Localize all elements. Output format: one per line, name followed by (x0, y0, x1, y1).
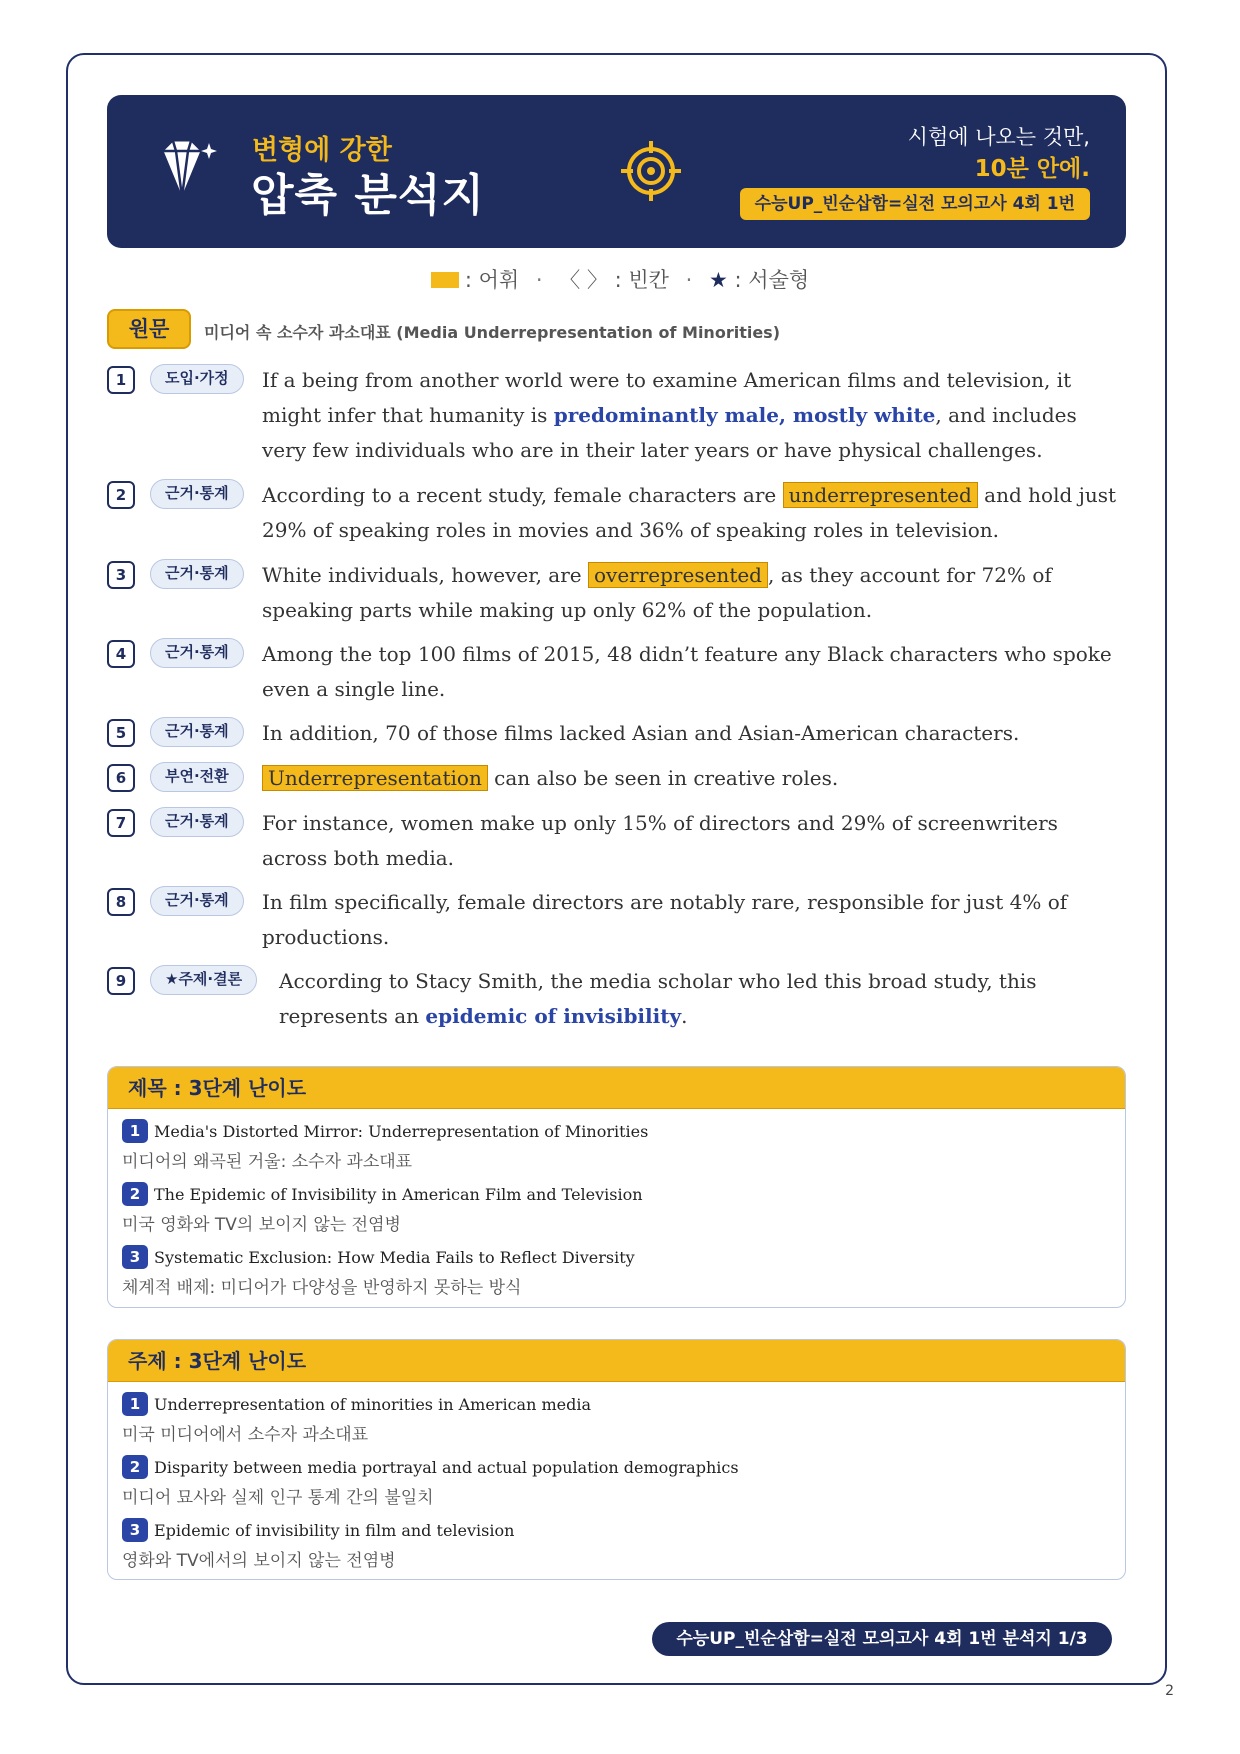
sentence-tag: ★주제·결론 (150, 965, 257, 995)
theme-box-heading: 주제 : 3단계 난이도 (108, 1340, 1125, 1382)
theme-item (122, 1518, 1111, 1571)
sentence-number: 1 (107, 366, 135, 394)
sentence-number: 3 (107, 561, 135, 589)
vocab-highlight: overrepresented (588, 562, 768, 588)
sentence-tag: 도입·가정 (150, 364, 244, 394)
vocab-highlight: Underrepresentation (262, 765, 488, 791)
header-subtitle: 변형에 강한 (252, 135, 392, 166)
source-badge: 원문 (107, 309, 191, 349)
header-tagline: 시험에 나오는 것만, (907, 125, 1090, 149)
page-number: 2 (1165, 1683, 1174, 1699)
item-english: Systematic Exclusion: How Media Fails to Reflect Diversity (154, 1248, 635, 1267)
item-english: Epidemic of invisibility in film and television (154, 1521, 515, 1540)
sentence-tag: 근거·통계 (150, 886, 244, 916)
legend-essay: : 서술형 (734, 268, 810, 292)
item-number: 1 (122, 1119, 148, 1143)
legend: : 어휘 · 〈 〉 : 빈칸 · ★ : 서술형 (0, 264, 1240, 294)
sentence-tag: 근거·통계 (150, 807, 244, 837)
sentence-text (262, 558, 1127, 628)
sentence-tag: 근거·통계 (150, 479, 244, 509)
item-english: The Epidemic of Invisibility in American Film and Television (154, 1185, 643, 1204)
sentence-text (279, 964, 1127, 1034)
title-box (107, 1066, 1126, 1308)
item-number: 1 (122, 1392, 148, 1416)
text-part: can also be seen in creative roles. (487, 766, 839, 790)
sentence-tag: 근거·통계 (150, 559, 244, 589)
item-korean: 미디어의 왜곡된 거울: 소수자 과소대표 (122, 1152, 413, 1172)
sentence-text (262, 363, 1127, 468)
blank-symbol: 〈 〉 (559, 268, 608, 292)
sentence-text: In addition, 70 of those films lacked Asian and Asian-American characters. (262, 721, 1020, 745)
diamond-icon (157, 137, 219, 201)
text-part: According to Stacy Smith, the media scholar who led this broad study, this represents an (279, 969, 1037, 1028)
legend-vocab: : 어휘 (464, 268, 520, 292)
sentence-tag: 부연·전환 (150, 762, 244, 792)
text-part: , as they account for 72% of speaking parts while making up only 62% of the population. (262, 563, 1052, 622)
sentence-text: In film specifically, female directors are notably rare, responsible for just 4% of productions. (262, 890, 1068, 949)
text-part: , and includes very few individuals who are in their later years or have physical challenges. (262, 403, 1077, 462)
item-number: 2 (122, 1455, 148, 1479)
item-english: Underrepresentation of minorities in American media (154, 1395, 591, 1414)
sentence-text (262, 761, 1127, 796)
item-english: Media's Distorted Mirror: Underrepresentation of Minorities (154, 1122, 649, 1141)
sentence-tag: 근거·통계 (150, 717, 244, 747)
sentence-number: 2 (107, 481, 135, 509)
title-item (122, 1182, 1111, 1235)
item-number: 3 (122, 1518, 148, 1542)
sentence-number: 5 (107, 719, 135, 747)
text-part: . (681, 1004, 688, 1028)
sentence-tag: 근거·통계 (150, 638, 244, 668)
item-korean: 영화와 TV에서의 보이지 않는 전염병 (122, 1551, 396, 1571)
item-korean: 미국 미디어에서 소수자 과소대표 (122, 1425, 369, 1445)
target-icon (619, 139, 683, 203)
sentence-number: 4 (107, 640, 135, 668)
star-icon: ★ (709, 268, 728, 292)
text-part: If a being from another world were to examine American films and television, it might infer that humanity is (262, 368, 1072, 427)
item-korean: 미디어 묘사와 실제 인구 통계 간의 불일치 (122, 1488, 434, 1508)
theme-item (122, 1455, 1111, 1508)
item-number: 2 (122, 1182, 148, 1206)
item-number: 3 (122, 1245, 148, 1269)
header-banner (107, 95, 1126, 248)
text-part: and hold just 29% of speaking roles in movies and 36% of speaking roles in television. (262, 483, 1117, 542)
text-part: White individuals, however, are (262, 563, 588, 587)
vocab-highlight: underrepresented (783, 482, 978, 508)
sentence-number: 8 (107, 888, 135, 916)
title-box-heading: 제목 : 3단계 난이도 (108, 1067, 1125, 1109)
vocab-swatch (431, 272, 459, 288)
sentence-number: 7 (107, 809, 135, 837)
item-korean: 미국 영화와 TV의 보이지 않는 전염병 (122, 1215, 401, 1235)
legend-blank: : 빈칸 (614, 268, 669, 292)
sentence-text (262, 478, 1127, 548)
sentence-text: For instance, women make up only 15% of directors and 29% of screenwriters across both media. (262, 811, 1058, 870)
title-item (122, 1119, 1111, 1172)
title-item (122, 1245, 1111, 1298)
source-title: 미디어 속 소수자 과소대표 (Media Underrepresentation of Minorities) (204, 323, 781, 342)
header-tagline-accent: 10분 안에. (974, 156, 1090, 182)
sentence-text: Among the top 100 films of 2015, 48 didn’t feature any Black characters who spoke even a single line. (262, 642, 1112, 701)
text-part: According to a recent study, female characters are (262, 483, 783, 507)
keyword: predominantly male, mostly white (553, 403, 936, 427)
footer-label: 수능UP_빈순삽함=실전 모의고사 4회 1번 분석지 1/3 (652, 1622, 1112, 1656)
page-title: 압축 분석지 (251, 170, 485, 221)
item-english: Disparity between media portrayal and actual population demographics (154, 1458, 739, 1477)
theme-box (107, 1339, 1126, 1580)
theme-item (122, 1392, 1111, 1445)
keyword: epidemic of invisibility (425, 1004, 682, 1028)
sentence-number: 9 (107, 967, 135, 995)
item-korean: 체계적 배제: 미디어가 다양성을 반영하지 못하는 방식 (122, 1278, 522, 1298)
exam-label: 수능UP_빈순삽함=실전 모의고사 4회 1번 (740, 188, 1090, 220)
sentence-number: 6 (107, 764, 135, 792)
